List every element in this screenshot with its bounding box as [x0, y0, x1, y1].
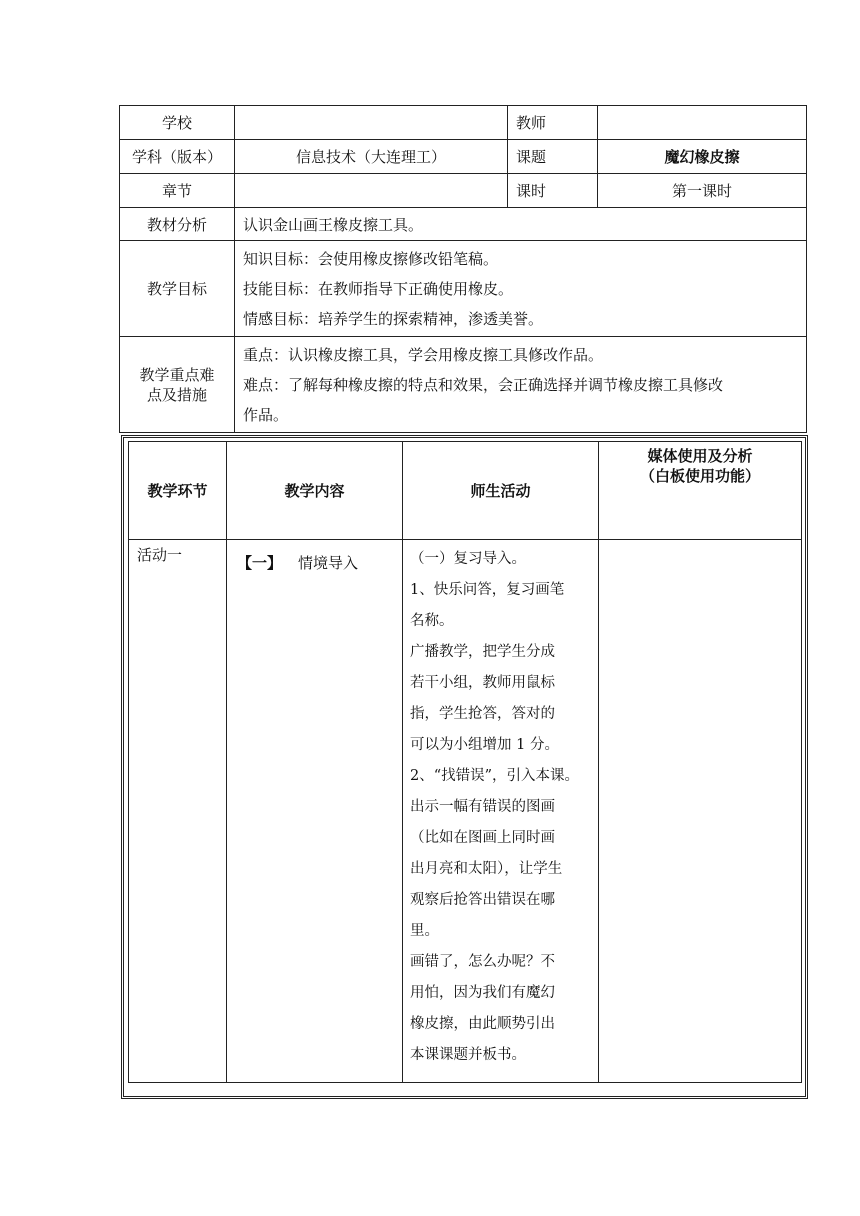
- activity-line: 广播教学，把学生分成: [410, 644, 555, 660]
- lesson-info-table: [119, 105, 807, 433]
- keypoint-difficult-cont: 作品。: [243, 405, 289, 424]
- activity-line: 出示一幅有错误的图画: [410, 799, 555, 815]
- content-cell: [227, 540, 403, 1083]
- activity-line: 观察后抢答出错误在哪: [410, 892, 555, 908]
- activity-line: 橡皮擦，由此顺势引出: [410, 1016, 555, 1032]
- stage-cell: 活动一: [129, 540, 227, 1083]
- activity-line: 名称。: [410, 613, 454, 629]
- activity-line: 可以为小组增加 1 分。: [410, 737, 559, 753]
- period-value: 第一课时: [598, 174, 807, 208]
- school-value: [235, 106, 508, 140]
- keypoints-label: [120, 337, 235, 433]
- header-media-line1: 媒体使用及分析: [647, 447, 753, 465]
- period-label: 课时: [508, 174, 598, 208]
- chapter-value: [235, 174, 508, 208]
- keypoint-key: 重点：认识橡皮擦工具，学会用橡皮擦工具修改作品。: [243, 345, 604, 364]
- keypoints-label-line1: 教学重点难: [139, 365, 215, 384]
- activity-line: 1、快乐问答，复习画笔: [410, 582, 565, 598]
- activity-line: 指，学生抢答，答对的: [410, 706, 555, 722]
- activity-line: （比如在图画上同时画: [410, 830, 555, 846]
- activity-line: 出月亮和太阳），让学生: [410, 861, 563, 877]
- teaching-process-frame: [121, 435, 808, 1099]
- chapter-label: 章节: [120, 174, 235, 208]
- keypoint-difficult: 难点：了解每种橡皮擦的特点和效果，会正确选择并调节橡皮擦工具修改: [243, 375, 724, 394]
- analysis-value: 认识金山画王橡皮擦工具。: [235, 208, 807, 241]
- teacher-label: 教师: [508, 106, 598, 140]
- goal-emotion: 情感目标：培养学生的探索精神，渗透美誉。: [243, 309, 544, 328]
- activity-line: 2、“找错误”，引入本课。: [410, 768, 580, 784]
- subject-label: 学科（版本）: [120, 140, 235, 174]
- school-label: 学校: [120, 106, 235, 140]
- activity-line: 若干小组，教师用鼠标: [410, 675, 555, 691]
- header-activity: 师生活动: [403, 442, 599, 540]
- goal-knowledge: 知识目标：会使用橡皮擦修改铅笔稿。: [243, 249, 499, 268]
- teaching-process-table: [128, 441, 802, 1083]
- teacher-value: [598, 106, 807, 140]
- goals-label: 教学目标: [120, 241, 235, 337]
- subject-value: 信息技术（大连理工）: [235, 140, 508, 174]
- keypoints-label-line2: 点及措施: [146, 385, 207, 404]
- activity-line: 本课课题并板书。: [410, 1047, 526, 1063]
- table-row: [129, 540, 802, 1083]
- header-content: 教学内容: [227, 442, 403, 540]
- topic-value: 魔幻橡皮擦: [598, 140, 807, 174]
- header-media: [599, 442, 802, 540]
- analysis-label: 教材分析: [120, 208, 235, 241]
- activity-line: 画错了，怎么办呢？不: [410, 954, 555, 970]
- media-cell: [599, 540, 802, 1083]
- activity-line: 里。: [410, 923, 439, 939]
- activity-cell: [403, 540, 599, 1083]
- content-topic: 情境导入: [298, 554, 359, 572]
- goal-skill: 技能目标：在教师指导下正确使用橡皮。: [243, 279, 514, 298]
- topic-label: 课题: [508, 140, 598, 174]
- keypoints-list: [235, 337, 807, 433]
- header-stage: 教学环节: [129, 442, 227, 540]
- content-bracket: 【一】: [237, 554, 283, 572]
- activity-line: （一）复习导入。: [410, 551, 526, 567]
- goals-list: [235, 241, 807, 337]
- header-media-line2: （白板使用功能）: [639, 467, 760, 485]
- activity-line: 用怕，因为我们有魔幻: [410, 985, 555, 1001]
